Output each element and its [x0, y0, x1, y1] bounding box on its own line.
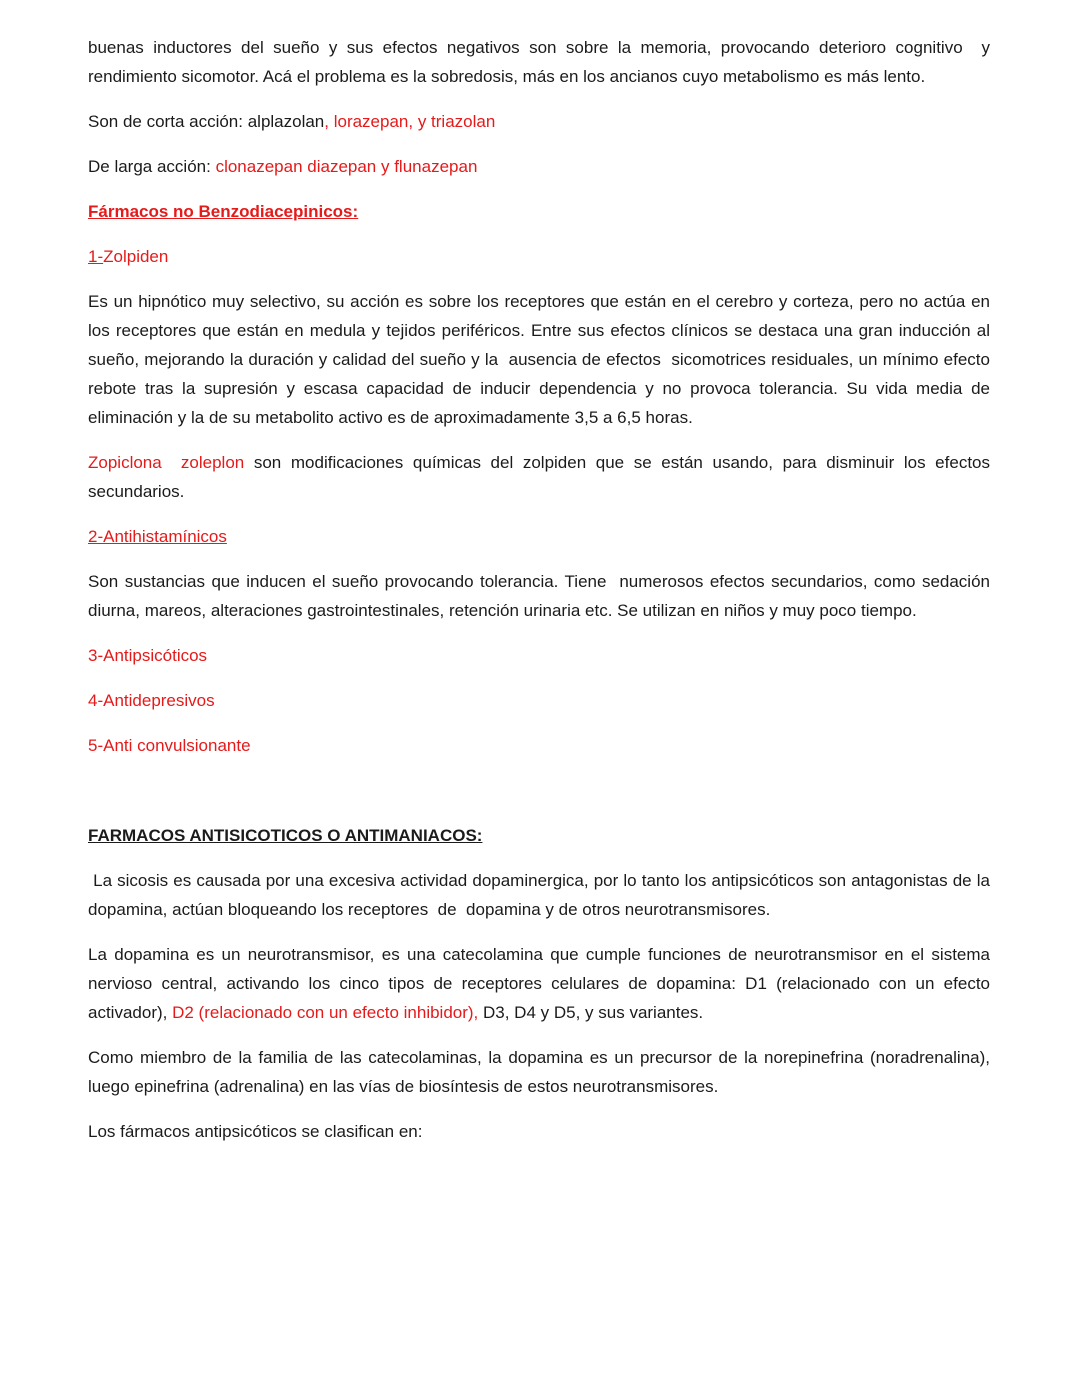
text-run-red: D2 (relacionado con un efecto inhibidor), — [172, 1003, 479, 1022]
paragraph-dopamina-neurotransmisor — [88, 940, 995, 1027]
text-run: La sicosis es causada por una excesiva actividad dopaminergica, por lo tanto los antipsicóticos son antagonistas de la dopamina, actúan bloqueando los receptores de dopamina y de otros neurotransmisores. — [88, 871, 995, 919]
text-run-red: 2-Antihistamínicos — [88, 527, 227, 546]
text-run-red: Zolpiden — [103, 247, 169, 266]
text-run: De larga acción: — [88, 157, 216, 176]
text-run-red: Fármacos no Benzodiacepinicos: — [88, 202, 359, 221]
heading-antisicoticos — [88, 821, 990, 850]
text-run: son modificaciones químicas del zolpiden que se están usando, para disminuir los efectos secundarios. — [88, 453, 995, 501]
paragraph-long-acting — [88, 152, 990, 181]
text-run: Como miembro de la familia de las catecolaminas, la dopamina es un precursor de la norepinefrina (noradrenalina), luego epinefrina (adrenalina) en las vías de biosíntesis de estos neurotransmisores. — [88, 1048, 995, 1096]
item-4-antidepresivos — [88, 686, 990, 715]
text-run: La dopamina es un neurotransmisor, es una catecolamina que cumple funciones de neurotransmisor en el sistema nervioso central, activando los cinco tipos de receptores celulares de dopamina: D1 (relacionado con un efecto activador), — [88, 945, 995, 1022]
item-2-antihistaminicos — [88, 522, 990, 551]
text-run-red: 4-Antidepresivos — [88, 691, 215, 710]
text-run-red: clonazepan diazepan y flunazepan — [215, 157, 478, 176]
paragraph-catecolaminas — [88, 1043, 995, 1101]
paragraph-benzo-effects — [88, 33, 995, 91]
blank-line — [88, 776, 990, 805]
item-1-zolpiden — [88, 242, 990, 271]
text-run-red: , lorazepan, y triazolan — [324, 112, 496, 131]
text-run: D3, D4 y D5, y sus variantes. — [478, 1003, 704, 1022]
paragraph-short-acting — [88, 107, 990, 136]
paragraph-antihistaminicos-description — [88, 567, 995, 625]
text-run-red: Zopiclona zoleplon — [88, 453, 245, 472]
document-content — [88, 33, 995, 1146]
text-run: Son sustancias que inducen el sueño provocando tolerancia. Tiene numerosos efectos secundarios, como sedación diurna, mareos, alteraciones gastrointestinales, retención urinaria etc. Se utilizan en niños y muy poco tiempo. — [88, 572, 995, 620]
heading-non-benzo — [88, 197, 990, 226]
text-run-red: 5-Anti convulsionante — [88, 736, 251, 755]
text-run: buenas inductores del sueño y sus efectos negativos son sobre la memoria, provocando deterioro cognitivo y rendimiento sicomotor. Acá el problema es la sobredosis, más en los ancianos cuyo metabolismo es más lento. — [88, 38, 995, 86]
item-3-antipsicoticos — [88, 641, 990, 670]
paragraph-zolpiden-description — [88, 287, 995, 432]
text-run: Los fármacos antipsicóticos se clasifican en: — [88, 1122, 423, 1141]
text-run-red: 1- — [88, 247, 104, 266]
paragraph-zopiclona — [88, 448, 995, 506]
text-run-red: 3-Antipsicóticos — [88, 646, 208, 665]
paragraph-sicosis — [88, 866, 995, 924]
paragraph-clasificacion-intro — [88, 1117, 990, 1146]
text-run: Son de corta acción: alplazolan — [88, 112, 325, 131]
item-5-anticonvulsionante — [88, 731, 990, 760]
text-run: FARMACOS ANTISICOTICOS O ANTIMANIACOS: — [88, 826, 483, 845]
text-run: Es un hipnótico muy selectivo, su acción es sobre los receptores que están en el cerebro y corteza, pero no actúa en los receptores que están en medula y tejidos periféricos. Entre sus efectos clínicos se destaca una gran inducción al sueño, mejorando la duración y calidad del sueño y la ausencia de efectos sicomotrices residuales, un mínimo efecto rebote tras la supresión y escasa capacidad de inducir dependencia y no provoca tolerancia. Su vida media de eliminación y la de su metabolito activo es de aproximadamente 3,5 a 6,5 horas. — [88, 292, 995, 427]
